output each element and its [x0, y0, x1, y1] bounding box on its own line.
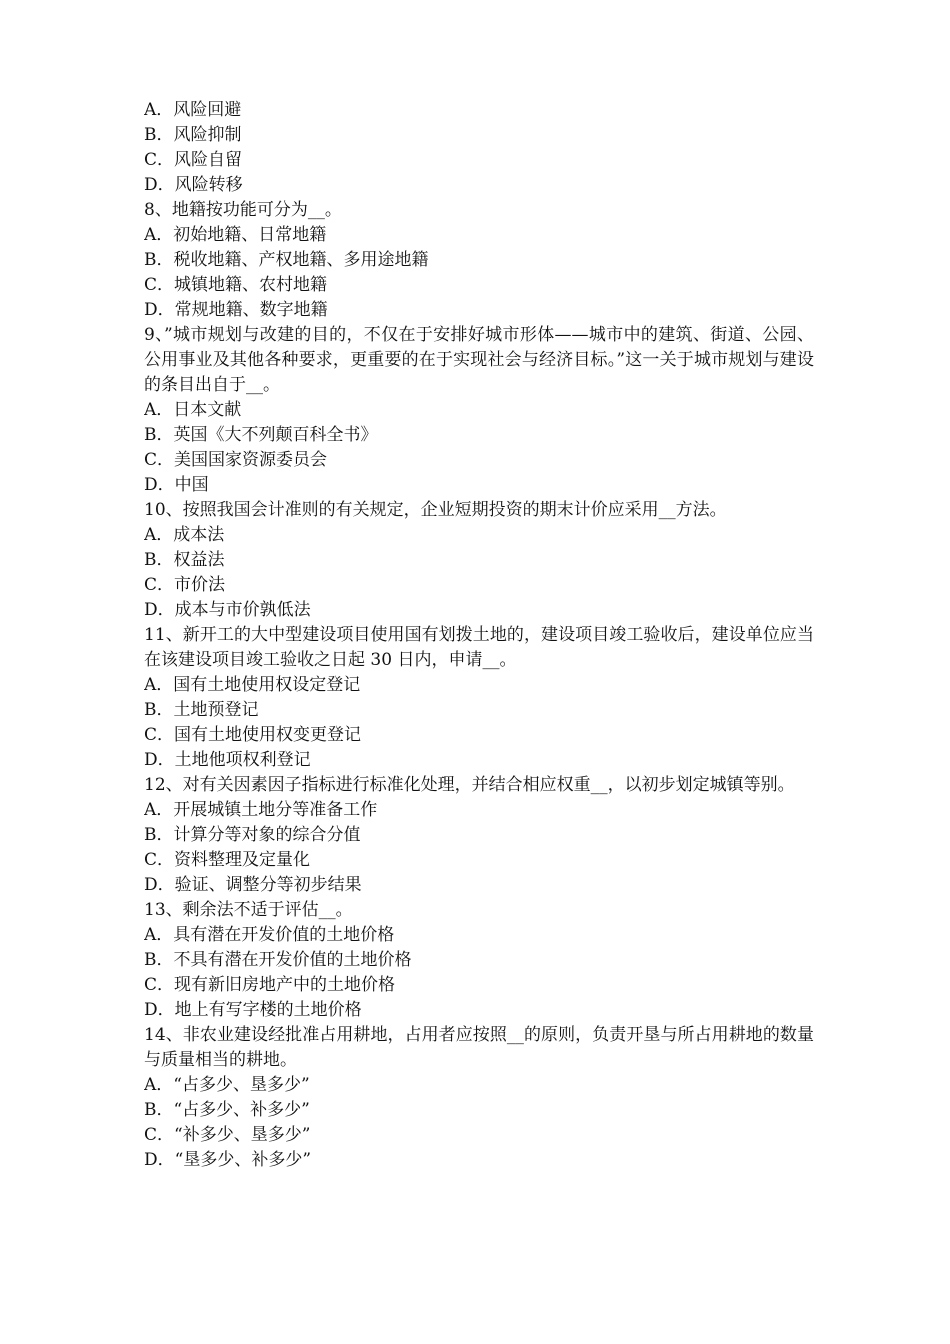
option-a: A．成本法 — [144, 525, 225, 545]
document-page — [144, 98, 814, 1173]
option-b: B．不具有潜在开发价值的土地价格 — [144, 950, 412, 970]
option-a: A．“占多少、垦多少” — [144, 1075, 310, 1095]
question-stem: 9、”城市规划与改建的目的，不仅在于安排好城市形体——城市中的建筑、街道、公园、公用事业及其他各种要求，更重要的在于实现社会与经济目标。”这一关于城市规划与建设的条目出自于__。 — [144, 325, 814, 395]
question-block-10 — [144, 498, 814, 623]
question-stem: 10、按照我国会计准则的有关规定，企业短期投资的期末计价应采用__方法。 — [144, 500, 727, 520]
question-stem: 8、地籍按功能可分为__。 — [144, 200, 342, 220]
question-block-11 — [144, 623, 814, 773]
option-a: A．具有潜在开发价值的土地价格 — [144, 925, 395, 945]
option-a: A．国有土地使用权设定登记 — [144, 675, 361, 695]
option-b: B．风险抑制 — [144, 125, 242, 145]
option-c: C．风险自留 — [144, 150, 243, 170]
option-d: D．风险转移 — [144, 175, 243, 195]
option-c: C．现有新旧房地产中的土地价格 — [144, 975, 396, 995]
option-d: D．土地他项权利登记 — [144, 750, 311, 770]
option-c: C．国有土地使用权变更登记 — [144, 725, 362, 745]
question-stem: 11、新开工的大中型建设项目使用国有划拨土地的，建设项目竣工验收后，建设单位应当在该建设项目竣工验收之日起 30 日内，申请__。 — [144, 625, 814, 670]
option-c: C．美国国家资源委员会 — [144, 450, 328, 470]
option-d: D．验证、调整分等初步结果 — [144, 875, 362, 895]
option-b: B．权益法 — [144, 550, 225, 570]
option-d: D．“垦多少、补多少” — [144, 1150, 312, 1170]
question-block-13 — [144, 898, 814, 1023]
option-c: C．“补多少、垦多少” — [144, 1125, 311, 1145]
option-a: A．日本文献 — [144, 400, 242, 420]
option-c: C．市价法 — [144, 575, 226, 595]
question-stem: 12、对有关因素因子指标进行标准化处理，并结合相应权重__，以初步划定城镇等别。 — [144, 775, 795, 795]
question-stem: 13、剩余法不适于评估__。 — [144, 900, 353, 920]
option-b: B．英国《大不列颠百科全书》 — [144, 425, 378, 445]
option-b: B．计算分等对象的综合分值 — [144, 825, 361, 845]
option-d: D．中国 — [144, 475, 209, 495]
option-a: A．开展城镇土地分等准备工作 — [144, 800, 378, 820]
question-block-8 — [144, 198, 814, 323]
question-block-prev — [144, 98, 814, 198]
option-d: D．常规地籍、数字地籍 — [144, 300, 328, 320]
option-d: D．成本与市价孰低法 — [144, 600, 311, 620]
question-block-12 — [144, 773, 814, 898]
question-stem: 14、非农业建设经批准占用耕地，占用者应按照__的原则，负责开垦与所占用耕地的数量与质量相当的耕地。 — [144, 1025, 814, 1070]
option-b: B．税收地籍、产权地籍、多用途地籍 — [144, 250, 429, 270]
option-b: B．土地预登记 — [144, 700, 259, 720]
option-b: B．“占多少、补多少” — [144, 1100, 310, 1120]
option-a: A．风险回避 — [144, 100, 242, 120]
question-block-14 — [144, 1023, 814, 1173]
option-d: D．地上有写字楼的土地价格 — [144, 1000, 362, 1020]
option-c: C．城镇地籍、农村地籍 — [144, 275, 328, 295]
question-block-9 — [144, 323, 814, 498]
option-a: A．初始地籍、日常地籍 — [144, 225, 327, 245]
option-c: C．资料整理及定量化 — [144, 850, 311, 870]
